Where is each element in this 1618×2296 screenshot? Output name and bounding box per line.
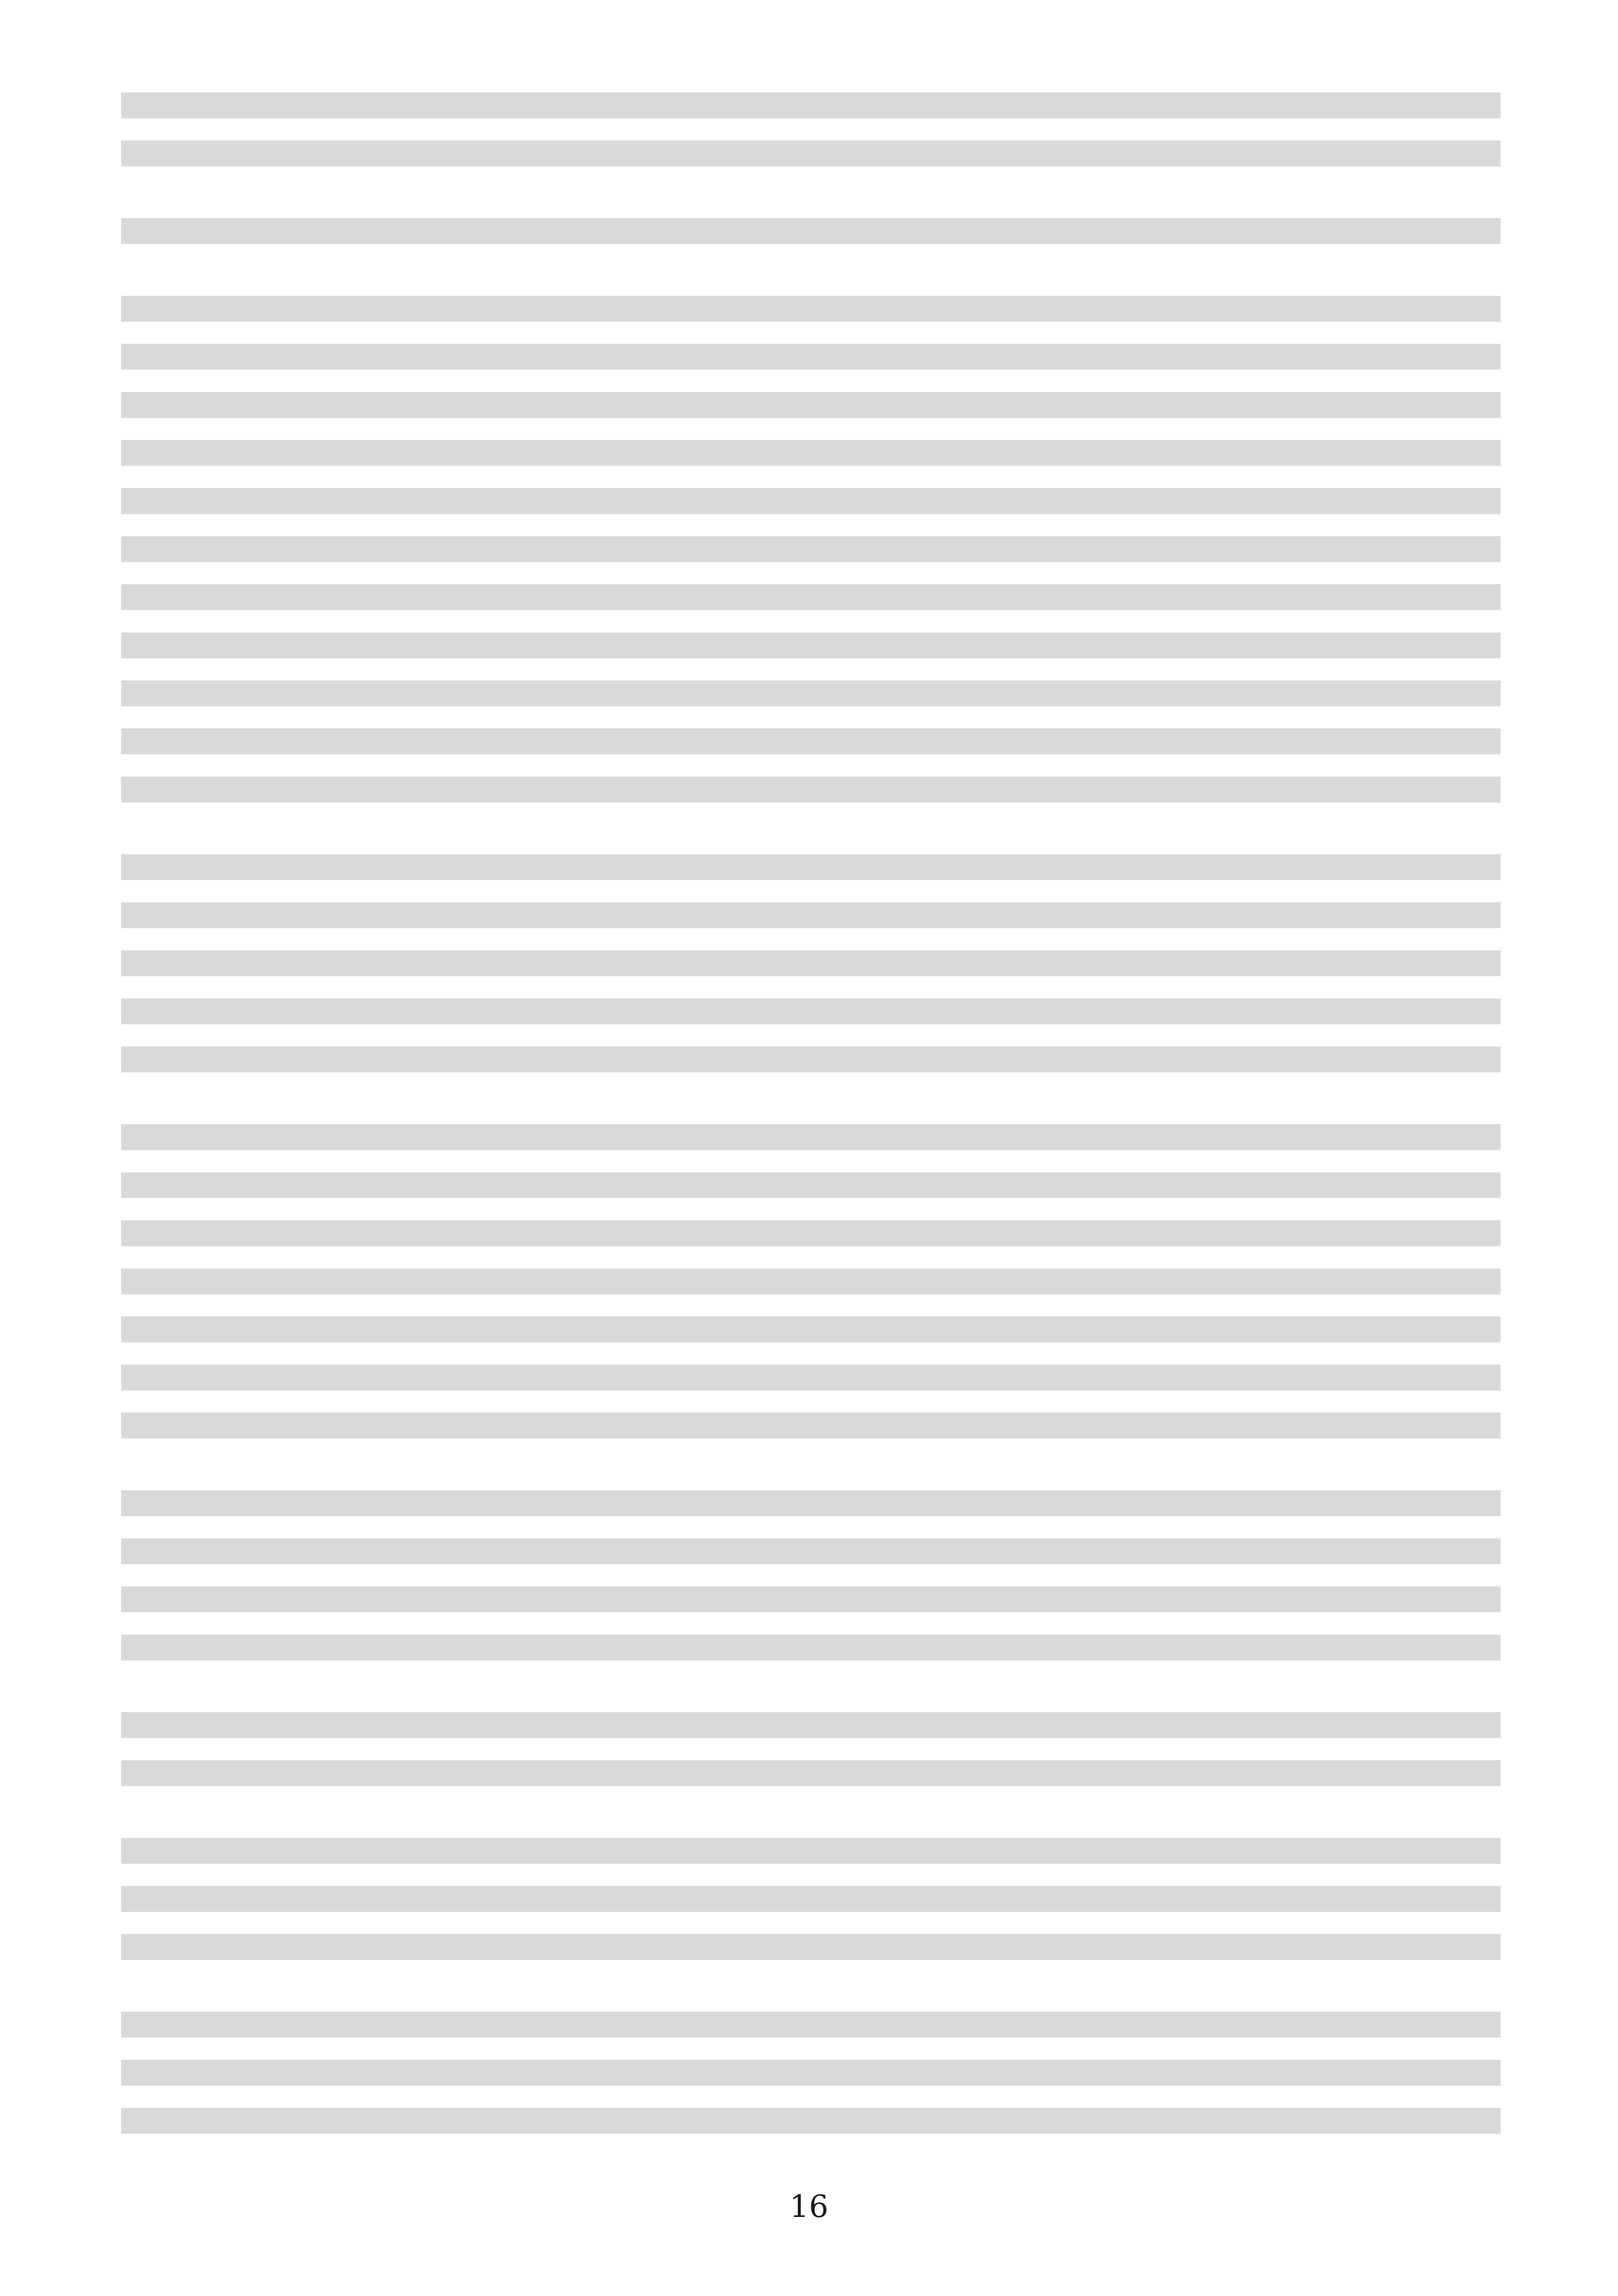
paragraph-3-redacted — [121, 282, 1501, 811]
paragraph-9-redacted — [121, 1998, 1501, 2142]
paragraph-7-redacted — [121, 1698, 1501, 1794]
paragraph-4-redacted — [121, 840, 1501, 1081]
paragraph-6-redacted — [121, 1476, 1501, 1669]
page-body — [121, 79, 1501, 2172]
paragraph-5-redacted — [121, 1110, 1501, 1447]
paragraph-8-redacted — [121, 1824, 1501, 1968]
paragraph-1-redacted — [121, 79, 1501, 175]
paragraph-2-redacted — [121, 204, 1501, 252]
page-number: 16 — [790, 2189, 828, 2224]
